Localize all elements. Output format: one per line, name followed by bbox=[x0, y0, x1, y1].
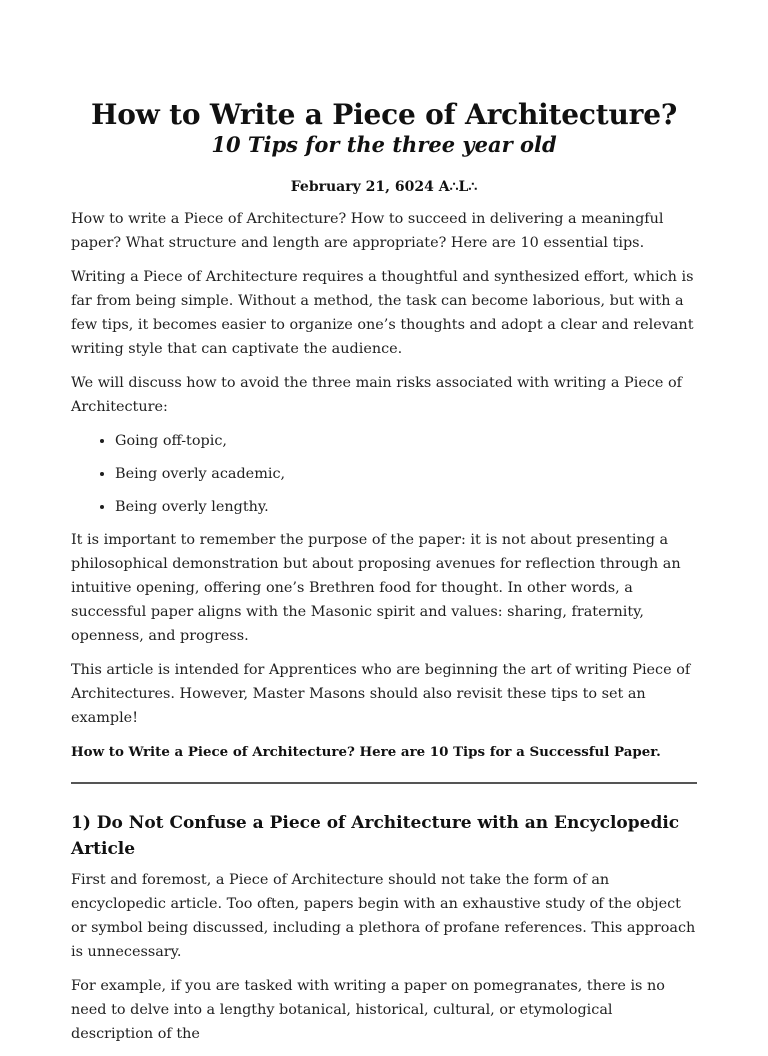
section-paragraph: For example, if you are tasked with writing a paper on pomegranates, there is no need to delve into a lengthy botanical, historical, cultural, or etymological description of the bbox=[71, 978, 665, 1042]
article-body bbox=[71, 207, 697, 1056]
risk-item: • Being overly lengthy. bbox=[115, 495, 697, 519]
article-title: How to Write a Piece of Architecture? bbox=[90, 97, 678, 131]
section-paragraph: First and foremost, a Piece of Architecture should not take the form of an encyclopedic article. Too often, papers begin with an exhaustive study of the object or symbol being discussed, including a plethora of profane references. This approach is unnecessary. bbox=[71, 872, 696, 960]
risk-item: • Being overly academic, bbox=[115, 462, 697, 486]
risk-item: • Going off-topic, bbox=[115, 429, 697, 453]
section-divider bbox=[71, 782, 697, 784]
risks-list bbox=[71, 429, 697, 519]
tips-lead: How to Write a Piece of Architecture? Here are 10 Tips for a Successful Paper. bbox=[71, 744, 661, 760]
body-paragraph: This article is intended for Apprentices who are beginning the art of writing Piece of Architectures. However, Master Masons should also revisit these tips to set an example! bbox=[71, 662, 691, 726]
intro-paragraph: How to write a Piece of Architecture? How to succeed in delivering a meaningful paper? What structure and length are appropriate? Here are 10 essential tips. bbox=[71, 211, 664, 251]
article-subtitle: 10 Tips for the three year old bbox=[211, 132, 557, 157]
intro-paragraph: Writing a Piece of Architecture requires a thoughtful and synthesized effort, which is far from being simple. Without a method, the task can become laborious, but with a few tips, it becomes easier to organize one’s thoughts and adopt a clear and relevant writing style that can captivate the audience. bbox=[71, 269, 694, 357]
section-heading: 1) Do Not Confuse a Piece of Architecture with an Encyclopedic Article bbox=[71, 813, 680, 859]
body-paragraph: It is important to remember the purpose of the paper: it is not about presenting a philosophical demonstration but about proposing avenues for reflection through an intuitive opening, offering one’s Brethren food for thought. In other words, a successful paper aligns with the Masonic spirit and values: sharing, fraternity, openness, and progress. bbox=[71, 532, 681, 644]
intro-paragraph: We will discuss how to avoid the three main risks associated with writing a Piece of Architecture: bbox=[71, 375, 683, 415]
article-date: February 21, 6024 A∴L∴ bbox=[290, 179, 478, 195]
